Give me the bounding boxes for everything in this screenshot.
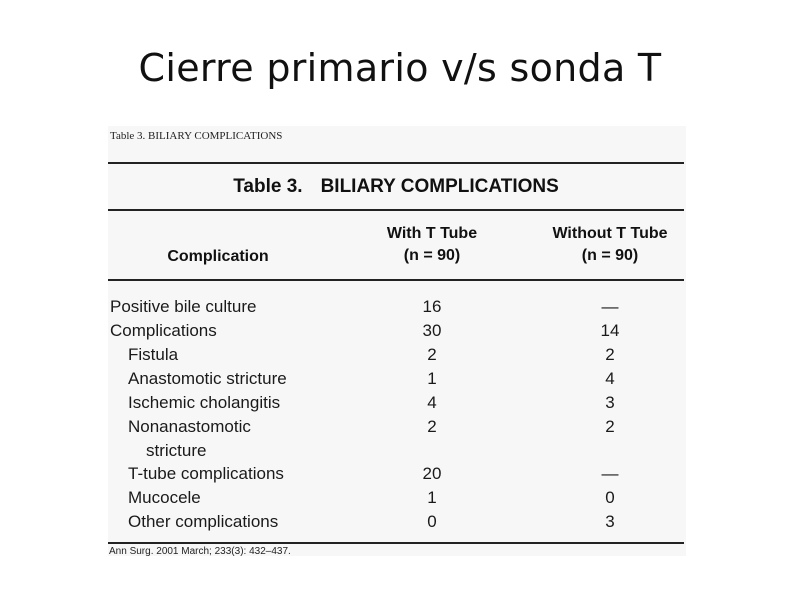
table-row [108,343,684,367]
table-title [108,176,684,198]
table-caption: Table 3. BILIARY COMPLICATIONS [110,130,283,142]
table-row [108,462,684,486]
with-t-tube-value: 16 [422,297,442,316]
row-label: Nonanastomotic [128,417,251,436]
without-t-tube-value: 4 [605,369,615,388]
row-label: Anastomotic stricture [128,369,287,388]
without-t-tube-value: 3 [605,393,615,412]
row-label: Positive bile culture [110,297,257,316]
with-t-tube-value: 30 [422,321,442,340]
without-t-tube-value: 3 [605,512,615,531]
with-t-tube-value: 1 [427,488,437,507]
row-label: Ischemic cholangitis [128,393,281,412]
table-row [108,295,684,319]
column-header-without-t-tube-line2: (n = 90) [581,247,639,264]
citation: Ann Surg. 2001 March; 233(3): 432–437. [109,546,291,557]
without-t-tube-value: — [601,297,619,316]
column-header-without-t-tube [532,223,688,267]
without-t-tube-value: 14 [600,321,620,340]
table-row [108,486,684,510]
bottom-rule [108,542,684,544]
with-t-tube-value: 0 [427,512,437,531]
table-image [108,126,686,556]
row-label: Other complications [128,512,279,531]
table-row [108,367,684,391]
without-t-tube-value: 2 [605,417,615,436]
table-title-number: Table 3. [233,176,303,197]
without-t-tube-value: 0 [605,488,615,507]
slide-title: Cierre primario v/s sonda T [138,46,662,90]
row-label: Complications [110,321,217,340]
with-t-tube-value: 1 [427,369,437,388]
column-header-with-t-tube-line1: With T Tube [386,225,478,242]
row-label: Fistula [128,345,179,364]
title-rule [108,209,684,211]
header-rule [108,279,684,281]
column-header-with-t-tube [358,223,506,267]
column-header-without-t-tube-line1: Without T Tube [552,225,668,242]
row-label: T-tube complications [128,464,284,483]
column-header-complication: Complication [167,248,269,265]
without-t-tube-value: — [601,464,619,483]
column-header-with-t-tube-line2: (n = 90) [403,247,461,264]
table-row [108,510,684,534]
table-row [108,415,684,460]
row-label-continuation: stricture [146,441,207,460]
top-rule [108,162,684,164]
row-label: Mucocele [128,488,201,507]
table-row [108,391,684,415]
with-t-tube-value: 2 [427,417,437,436]
with-t-tube-value: 4 [427,393,437,412]
without-t-tube-value: 2 [605,345,615,364]
table-row [108,319,684,343]
with-t-tube-value: 2 [427,345,437,364]
with-t-tube-value: 20 [422,464,442,483]
table-title-text: BILIARY COMPLICATIONS [320,176,559,197]
